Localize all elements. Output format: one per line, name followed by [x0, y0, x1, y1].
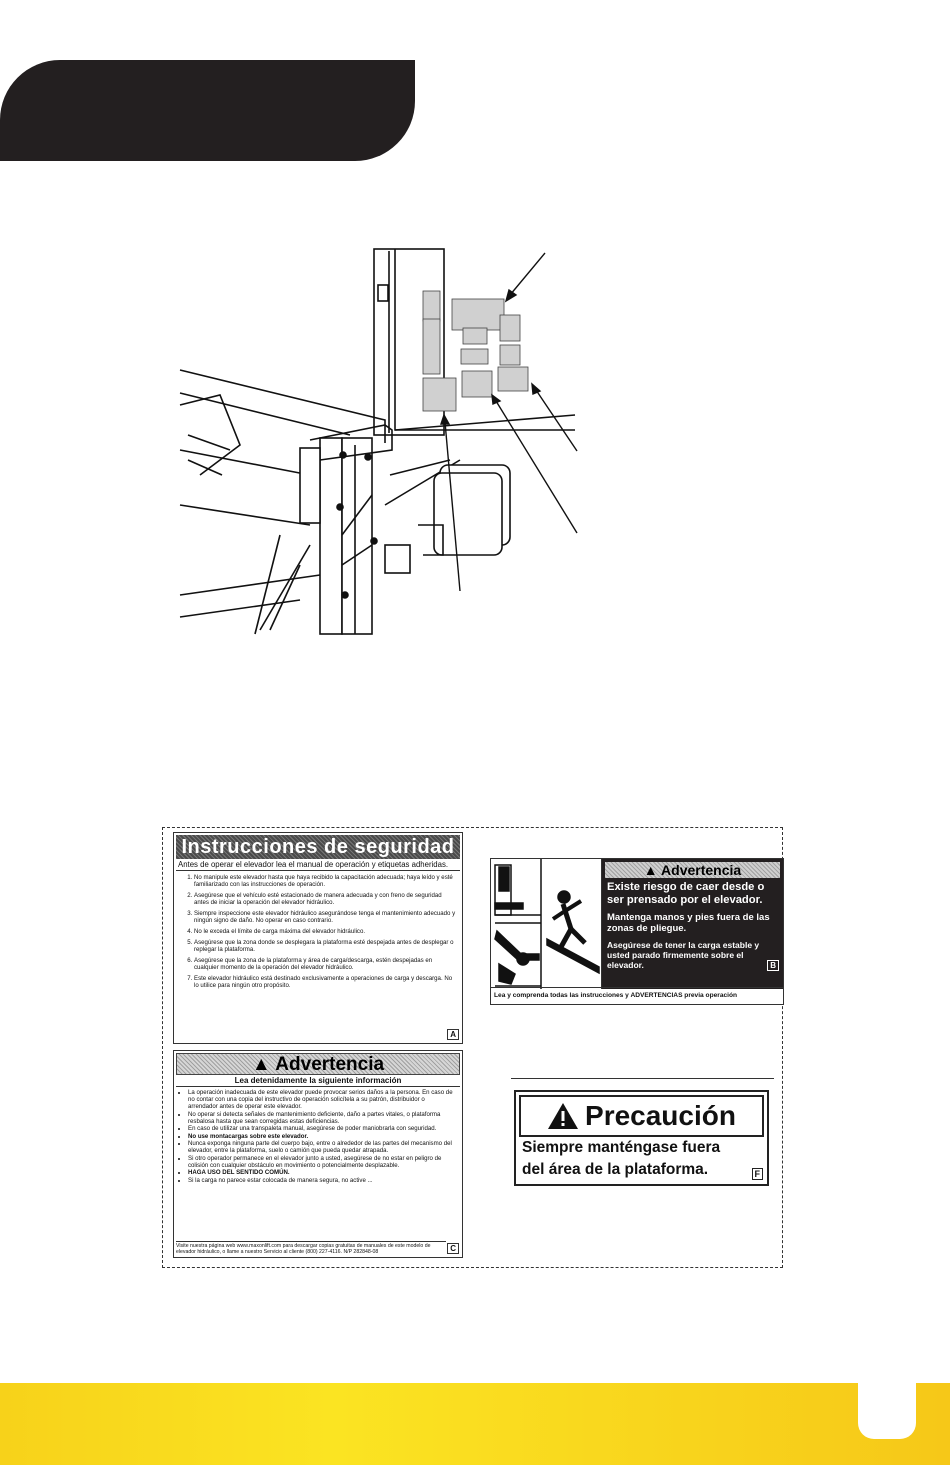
- decal-c-banner: [176, 1053, 460, 1075]
- list-item: • Si otro operador permanece en el elevador junto a usted, asegúrese de no estar en peligro de colisión con cualquier obstáculo en movimiento o potencialmente desplazable.: [188, 1155, 456, 1169]
- decal-b-banner-text: Advertencia: [661, 862, 742, 878]
- list-item: 1. No manipule este elevador hasta que haya recibido la capacitación adecuada; haya leído y esté familiarizado con las instrucciones de operación.: [194, 874, 456, 889]
- list-item: • Si la carga no parece estar colocada de manera segura, no active ...: [188, 1177, 456, 1184]
- list-item: • HAGA USO DEL SENTIDO COMÚN.: [188, 1169, 456, 1176]
- callout-arrow: [510, 253, 545, 295]
- decal-a-list: [176, 874, 460, 989]
- decal-f-divider: [511, 1078, 774, 1079]
- decal-c-subtitle: Lea detenidamente la siguiente información: [176, 1075, 460, 1087]
- list-item: 7. Este elevador hidráulico está destinado exclusivamente a operaciones de carga y descarga. No lo utilice para ningún otro propósito.: [194, 975, 456, 990]
- list-item: 3. Siempre inspeccione este elevador hidráulico asegurándose tenga el mantenimiento adecuado y ningún signo de daño. No operar en caso contrario.: [194, 910, 456, 925]
- falling-person-icon: [558, 891, 570, 903]
- page-number-box: [858, 1383, 916, 1439]
- decal-a-safety-instructions: [173, 832, 463, 1044]
- list-item: 2. Asegúrese que el vehículo esté estacionado de manera adecuada y con freno de seguridad antes de iniciar la operación del elevador hidráulico.: [194, 892, 456, 907]
- decal-slot: [423, 291, 440, 321]
- decal-b-footer: Lea y comprenda todas las instrucciones y ADVERTENCIAS previa operación: [491, 987, 783, 1004]
- decal-slot: [500, 345, 520, 365]
- list-item: • Nunca exponga ninguna parte del cuerpo bajo, entre o alrededor de las partes del mecanismo del elevador, entre la plataforma, suelo o camión que pueda quedar atrapada.: [188, 1140, 456, 1154]
- callout-arrow: [536, 390, 577, 451]
- decal-b-text-panel: [602, 859, 783, 989]
- decal-c-footer: Visite nuestra página web www.maxonlift.com para descargar copias gratuitas de manuales de este modelo de elevador hidráulico, o llame a nuestro Servicio al cliente (800) 227-4116. N/P 282848-08: [176, 1241, 446, 1255]
- list-item: • No use montacargas sobre este elevador.: [188, 1133, 456, 1140]
- decal-f-code: F: [752, 1168, 764, 1180]
- decal-sheet: [162, 827, 783, 1268]
- decal-f-title: Precaución: [585, 1100, 736, 1131]
- list-item: 6. Asegúrese que la zona de la plataforma y área de carga/descarga, estén despejadas en cualquier momento de la operación del elevador hidráulico.: [194, 957, 456, 972]
- decal-a-title: Instrucciones de seguridad: [176, 835, 460, 859]
- decal-b-line2: Mantenga manos y pies fuera de las zonas de pliegue.: [607, 912, 770, 934]
- warning-triangle-icon: [547, 1102, 579, 1130]
- warning-triangle-icon: ▲: [251, 1054, 271, 1075]
- decal-b-line3: Asegúrese de tener la carga estable y usted parado firmemente sobre el elevador.: [607, 940, 760, 970]
- decal-f-line1: Siempre manténgase fuera: [522, 1139, 721, 1156]
- decal-slot: [462, 371, 492, 397]
- decal-a-code: A: [447, 1029, 459, 1040]
- decal-slot: [498, 367, 528, 391]
- decal-f-line2: del área de la plataforma.: [522, 1161, 709, 1178]
- decal-c-banner-text: Advertencia: [275, 1054, 385, 1075]
- decal-b-line1: Existe riesgo de caer desde o ser prensado por el elevador.: [607, 881, 765, 906]
- decal-slot: [452, 299, 504, 330]
- list-item: • En caso de utilizar una transpaleta manual, asegúrese de poder maniobrarla con seguridad.: [188, 1125, 456, 1132]
- decal-slot: [423, 378, 456, 411]
- decal-b-code: B: [767, 960, 779, 971]
- decal-f-header: [519, 1095, 764, 1137]
- decal-c-warning: [173, 1050, 463, 1258]
- hand-pinch-icon: [495, 931, 521, 959]
- list-item: • La operación inadecuada de este elevador puede provocar serios daños a la persona. En caso de no contar con una copia del instructivo de operación solicítela a su patrón, distribuidor o arrendador antes de operar este elevador.: [188, 1089, 456, 1110]
- decal-f-box: [514, 1090, 769, 1186]
- list-item: 4. No le exceda el límite de carga máxima del elevador hidráulico.: [194, 928, 456, 935]
- warning-triangle-icon: ▲: [643, 862, 658, 878]
- decal-c-list: [176, 1089, 460, 1184]
- decal-slot: [461, 349, 488, 364]
- decal-slot: [500, 315, 520, 341]
- lift-post: [320, 438, 342, 634]
- decal-slot: [463, 328, 487, 344]
- decal-b-fall-warning: [490, 858, 784, 1005]
- footer-band: [0, 1383, 950, 1465]
- decal-c-code: C: [447, 1243, 459, 1254]
- header-tab: [0, 60, 415, 161]
- decal-a-subtitle: Antes de operar el elevador lea el manual de operación y etiquetas adheridas.: [176, 859, 460, 871]
- list-item: 5. Asegúrese que la zona donde se desplegara la plataforma esté despejada antes de desplegar o replegar la plataforma.: [194, 939, 456, 954]
- decal-b-pictograms: [491, 859, 602, 989]
- decal-f-caution: [511, 1078, 774, 1188]
- list-item: • No operar si detecta señales de mantenimiento deficiente, daño a partes vitales, o plataforma resbalosa hasta que sean corregidas estas deficiencias.: [188, 1111, 456, 1125]
- decal-b-banner: [605, 862, 780, 878]
- liftgate-illustration: [160, 245, 590, 635]
- decal-slot: [423, 319, 440, 374]
